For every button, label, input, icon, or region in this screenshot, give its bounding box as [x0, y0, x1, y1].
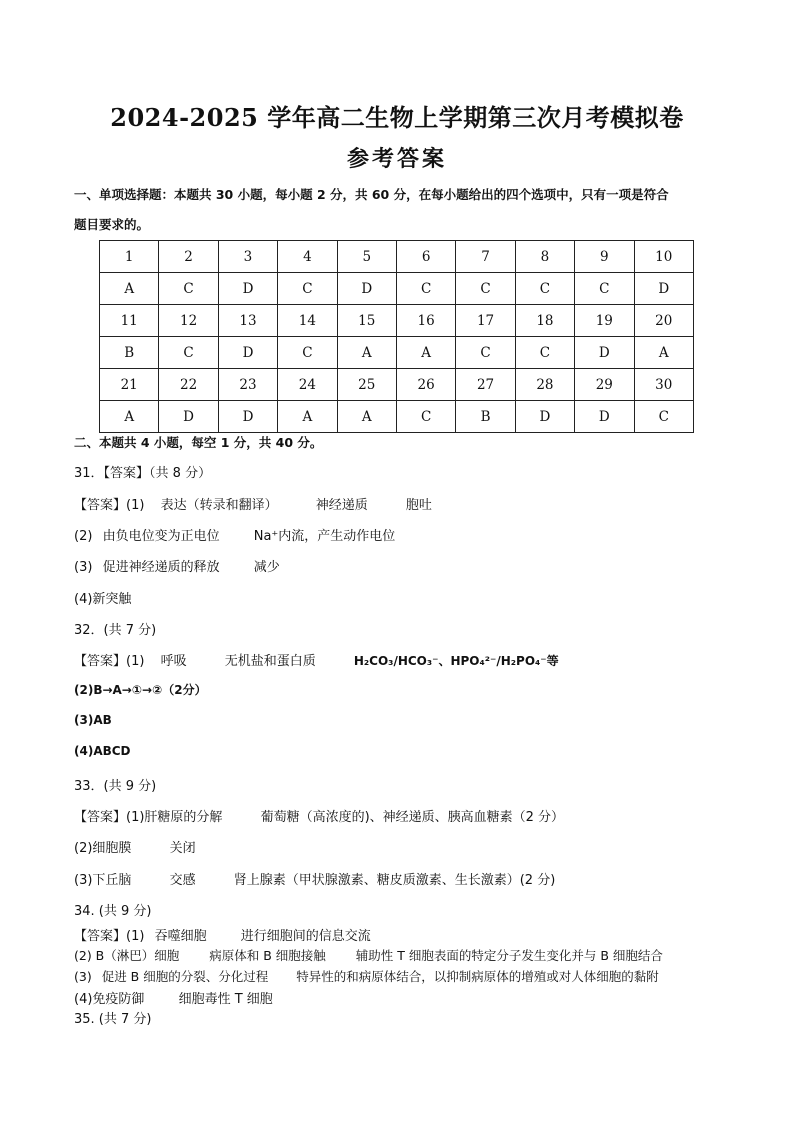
- answer-letter-cell: A: [634, 337, 693, 369]
- question-number-cell: 4: [278, 241, 337, 273]
- question-number-row: [100, 305, 694, 337]
- q31-heading: 31．【答案】（共 8 分）: [74, 466, 212, 481]
- answer-prefix: 【答案】(1): [74, 498, 145, 513]
- answer-letter-cell: D: [575, 401, 634, 433]
- question-number-cell: 23: [218, 369, 277, 401]
- answer-letter-cell: D: [515, 401, 574, 433]
- section-1-header-line1: 一、单项选择题：本题共 30 小题，每小题 2 分，共 60 分，在每小题给出的四个选项中，只有一项是符合: [74, 187, 669, 202]
- answer-letter-cell: C: [396, 401, 455, 433]
- answer-letter-cell: D: [218, 273, 277, 305]
- question-number-cell: 28: [515, 369, 574, 401]
- answer-letter-cell: D: [218, 337, 277, 369]
- q33-heading: 33．(共 9 分): [74, 779, 157, 794]
- question-number-cell: 27: [456, 369, 515, 401]
- answer-text: 葡萄糖（高浓度的)、神经递质、胰高血糖素（2 分）: [260, 810, 565, 825]
- answer-text: 进行细胞间的信息交流: [240, 929, 371, 944]
- question-number-cell: 15: [337, 305, 396, 337]
- answer-letter-cell: C: [634, 401, 693, 433]
- answer-letter-cell: C: [456, 337, 515, 369]
- answer-text: 关闭: [169, 841, 196, 856]
- question-number-cell: 24: [278, 369, 337, 401]
- question-number-cell: 30: [634, 369, 693, 401]
- answer-letter-cell: C: [575, 273, 634, 305]
- buffer-pairs-text: H₂CO₃/HCO₃⁻、HPO₄²⁻/H₂PO₄⁻等: [353, 654, 559, 668]
- answer-letter-cell: C: [396, 273, 455, 305]
- page-subtitle: 参考答案: [346, 146, 447, 172]
- answer-letter-cell: A: [278, 401, 337, 433]
- answer-prefix: (3)下丘脑: [74, 873, 132, 888]
- answer-prefix: 【答案】(1)肝糖原的分解: [74, 810, 223, 825]
- answer-text: 辅助性 T 细胞表面的特定分子发生变化并与 B 细胞结合: [355, 948, 663, 963]
- answer-letter-cell: C: [159, 337, 218, 369]
- answer-letter-cell: D: [575, 337, 634, 369]
- q34-answer-4: [74, 988, 273, 1007]
- answer-letter-cell: C: [278, 337, 337, 369]
- answer-prefix: (3): [74, 560, 93, 575]
- answer-letter-cell: C: [278, 273, 337, 305]
- question-number-cell: 6: [396, 241, 455, 273]
- section-2-header: 二、本题共 4 小题，每空 1 分，共 40 分。: [74, 435, 323, 450]
- question-number-cell: 25: [337, 369, 396, 401]
- question-number-cell: 16: [396, 305, 455, 337]
- answer-prefix: (2)细胞膜: [74, 841, 132, 856]
- answer-text: 减少: [253, 560, 280, 575]
- question-number-cell: 18: [515, 305, 574, 337]
- answer-letter-row: [100, 337, 694, 369]
- question-number-cell: 29: [575, 369, 634, 401]
- answer-text: 神经递质: [315, 498, 368, 513]
- q31-answer-2: [74, 525, 395, 544]
- answer-prefix: 【答案】(1): [74, 654, 145, 669]
- answer-letter-cell: A: [337, 401, 396, 433]
- answer-letter-cell: D: [218, 401, 277, 433]
- answer-text: 病原体和 B 细胞接触: [209, 948, 326, 963]
- question-number-cell: 14: [278, 305, 337, 337]
- answer-text: 促进神经递质的释放: [102, 560, 220, 575]
- question-number-cell: 11: [100, 305, 159, 337]
- answer-letter-cell: C: [515, 337, 574, 369]
- answer-text: 表达（转录和翻译）: [160, 498, 278, 513]
- question-number-cell: 7: [456, 241, 515, 273]
- question-number-cell: 5: [337, 241, 396, 273]
- q34-answer-1: [74, 925, 371, 944]
- section-1-header-line2: 题目要求的。: [74, 217, 150, 232]
- q32-answer-2: (2)B→A→①→②（2分）: [74, 683, 207, 697]
- question-number-cell: 12: [159, 305, 218, 337]
- question-number-row: [100, 369, 694, 401]
- answer-text: 交感: [169, 873, 196, 888]
- question-number-cell: 26: [396, 369, 455, 401]
- q32-answer-3: (3)AB: [74, 713, 112, 727]
- answer-letter-cell: A: [100, 401, 159, 433]
- answer-letter-cell: B: [456, 401, 515, 433]
- question-number-cell: 3: [218, 241, 277, 273]
- answer-text: 呼吸: [160, 654, 187, 669]
- answer-text: 吞噬细胞: [154, 929, 207, 944]
- question-number-cell: 20: [634, 305, 693, 337]
- question-number-cell: 22: [159, 369, 218, 401]
- answer-letter-cell: D: [159, 401, 218, 433]
- answer-text: Na⁺内流，产生动作电位: [253, 529, 396, 544]
- q31-answer-1: [74, 494, 432, 513]
- answer-letter-cell: A: [396, 337, 455, 369]
- answer-text: 肾上腺素（甲状腺激素、糖皮质激素、生长激素）(2 分): [233, 873, 556, 888]
- question-number-row: [100, 241, 694, 273]
- section-1-header: [74, 180, 724, 240]
- answer-prefix: (2) B（淋巴）细胞: [74, 948, 180, 963]
- answer-letter-row: [100, 401, 694, 433]
- q32-answer-4: (4)ABCD: [74, 744, 131, 758]
- q34-answer-2: [74, 946, 663, 964]
- q31-answer-3: [74, 556, 280, 575]
- question-number-cell: 2: [159, 241, 218, 273]
- answer-letter-cell: B: [100, 337, 159, 369]
- answer-table: [99, 240, 694, 433]
- question-number-cell: 17: [456, 305, 515, 337]
- answer-letter-cell: D: [337, 273, 396, 305]
- q33-answer-2: [74, 837, 196, 856]
- answer-letter-cell: C: [159, 273, 218, 305]
- answer-text: 由负电位变为正电位: [102, 529, 220, 544]
- question-number-cell: 21: [100, 369, 159, 401]
- question-number-cell: 9: [575, 241, 634, 273]
- q32-answer-1: [74, 650, 559, 669]
- question-number-cell: 19: [575, 305, 634, 337]
- q35-heading: 35. (共 7 分): [74, 1012, 152, 1027]
- answer-letter-cell: D: [634, 273, 693, 305]
- answer-text: 促进 B 细胞的分裂、分化过程: [101, 969, 269, 984]
- answer-text: 胞吐: [405, 498, 432, 513]
- answer-letter-row: [100, 273, 694, 305]
- q33-answer-3: [74, 869, 555, 888]
- answer-prefix: 【答案】(1): [74, 929, 145, 944]
- answer-text: 细胞毒性 T 细胞: [178, 992, 273, 1007]
- question-number-cell: 8: [515, 241, 574, 273]
- answer-prefix: (4)免疫防御: [74, 992, 145, 1007]
- answer-text: 无机盐和蛋白质: [224, 654, 316, 669]
- answer-letter-cell: A: [337, 337, 396, 369]
- q34-heading: 34. (共 9 分): [74, 904, 152, 919]
- question-number-cell: 1: [100, 241, 159, 273]
- answer-text: 特异性的和病原体结合，以抑制病原体的增殖或对人体细胞的黏附: [296, 969, 659, 984]
- answer-prefix: (3): [74, 969, 92, 984]
- q32-heading: 32．(共 7 分): [74, 623, 157, 638]
- answer-letter-cell: C: [515, 273, 574, 305]
- question-number-cell: 13: [218, 305, 277, 337]
- answer-letter-cell: C: [456, 273, 515, 305]
- page-title: 2024-2025 学年高二生物上学期第三次月考模拟卷: [110, 103, 684, 132]
- q33-answer-1: [74, 806, 564, 825]
- answer-letter-cell: A: [100, 273, 159, 305]
- q34-answer-3: [74, 967, 659, 985]
- question-number-cell: 10: [634, 241, 693, 273]
- q31-answer-4: (4)新突触: [74, 592, 132, 607]
- answer-prefix: (2): [74, 529, 93, 544]
